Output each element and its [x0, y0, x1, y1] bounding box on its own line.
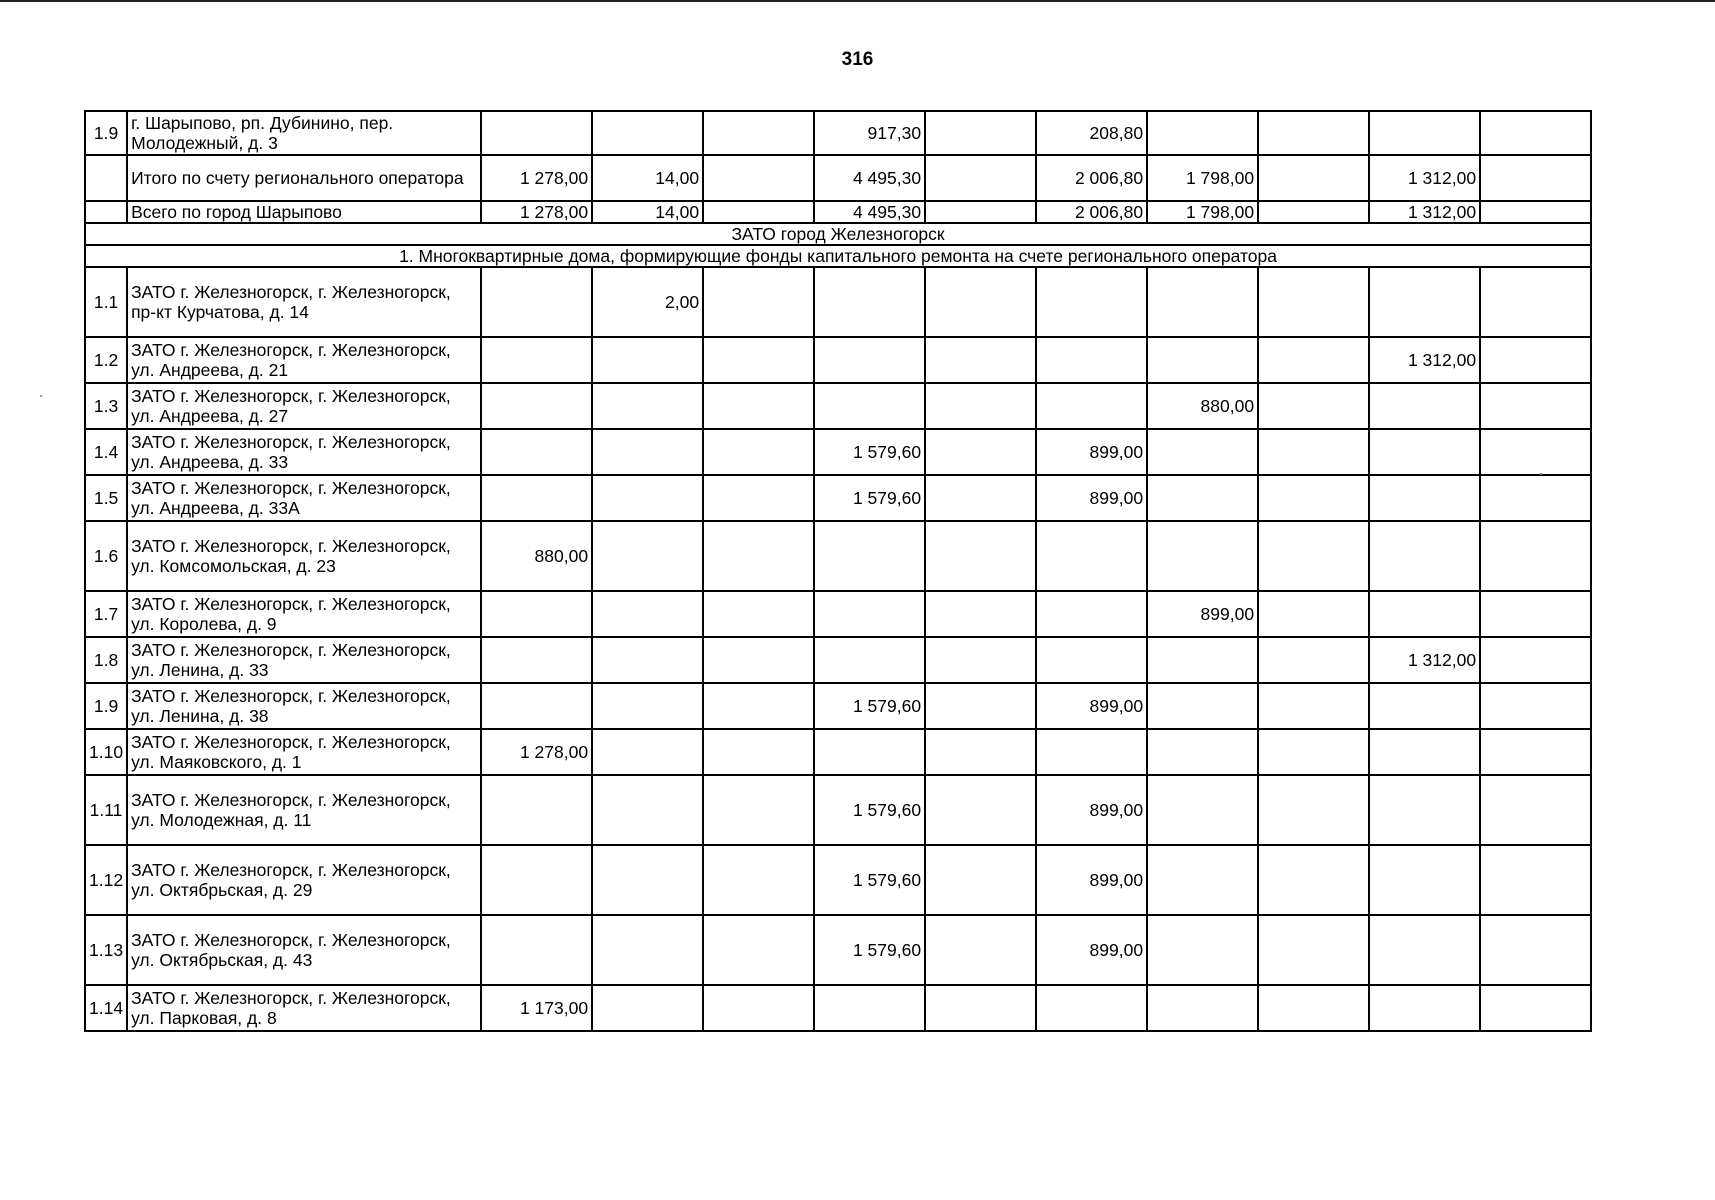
- value-cell: [925, 775, 1036, 845]
- row-number: 1.8: [85, 637, 127, 683]
- value-cell: [592, 383, 703, 429]
- address-cell: ЗАТО г. Железногорск, г. Железногорск, пр-кт Курчатова, д. 14: [127, 267, 481, 337]
- row-number: [85, 201, 127, 223]
- value-cell: [1480, 985, 1591, 1031]
- value-cell: 1 579,60: [814, 915, 925, 985]
- scan-speck: [40, 395, 42, 397]
- value-cell: [703, 475, 814, 521]
- table-body: [85, 111, 1591, 1031]
- value-cell: [1480, 683, 1591, 729]
- value-cell: [481, 267, 592, 337]
- value-cell: [1036, 637, 1147, 683]
- row-number: 1.5: [85, 475, 127, 521]
- value-cell: [814, 383, 925, 429]
- value-cell: 14,00: [592, 155, 703, 201]
- value-cell: [481, 683, 592, 729]
- table-row: [85, 775, 1591, 845]
- address-cell: ЗАТО г. Железногорск, г. Железногорск, ул. Андреева, д. 21: [127, 337, 481, 383]
- value-cell: [1369, 985, 1480, 1031]
- table-row: [85, 637, 1591, 683]
- address-cell: ЗАТО г. Железногорск, г. Железногорск, ул. Ленина, д. 38: [127, 683, 481, 729]
- value-cell: [1258, 591, 1369, 637]
- value-cell: [481, 915, 592, 985]
- row-number: [85, 155, 127, 201]
- value-cell: [1480, 845, 1591, 915]
- row-number: 1.9: [85, 683, 127, 729]
- value-cell: [1480, 201, 1591, 223]
- value-cell: [592, 637, 703, 683]
- table-row: [85, 521, 1591, 591]
- value-cell: 1 579,60: [814, 429, 925, 475]
- value-cell: 2,00: [592, 267, 703, 337]
- scan-top-border: [0, 0, 1715, 2]
- value-cell: [592, 337, 703, 383]
- value-cell: [703, 845, 814, 915]
- value-cell: [703, 111, 814, 155]
- row-number: 1.1: [85, 267, 127, 337]
- value-cell: 1 798,00: [1147, 155, 1258, 201]
- value-cell: [703, 155, 814, 201]
- row-number: 1.3: [85, 383, 127, 429]
- value-cell: [1036, 337, 1147, 383]
- value-cell: [592, 729, 703, 775]
- value-cell: [1036, 267, 1147, 337]
- table-row: [85, 383, 1591, 429]
- value-cell: [592, 591, 703, 637]
- value-cell: [592, 521, 703, 591]
- value-cell: [1147, 267, 1258, 337]
- address-cell: Всего по город Шарыпово: [127, 201, 481, 223]
- address-cell: Итого по счету регионального оператора: [127, 155, 481, 201]
- value-cell: [1369, 475, 1480, 521]
- value-cell: 1 173,00: [481, 985, 592, 1031]
- value-cell: [1258, 683, 1369, 729]
- value-cell: 1 312,00: [1369, 201, 1480, 223]
- value-cell: [1258, 637, 1369, 683]
- value-cell: [925, 637, 1036, 683]
- value-cell: [703, 201, 814, 223]
- page-number: 316: [841, 49, 874, 70]
- value-cell: [592, 429, 703, 475]
- value-cell: [925, 383, 1036, 429]
- value-cell: [1480, 429, 1591, 475]
- value-cell: 2 006,80: [1036, 201, 1147, 223]
- value-cell: [1036, 729, 1147, 775]
- value-cell: 4 495,30: [814, 155, 925, 201]
- value-cell: 1 579,60: [814, 683, 925, 729]
- row-number: 1.11: [85, 775, 127, 845]
- value-cell: [1480, 591, 1591, 637]
- value-cell: 1 278,00: [481, 155, 592, 201]
- value-cell: [481, 337, 592, 383]
- row-number: 1.4: [85, 429, 127, 475]
- row-number: 1.9: [85, 111, 127, 155]
- value-cell: [703, 915, 814, 985]
- value-cell: [1147, 521, 1258, 591]
- value-cell: [925, 155, 1036, 201]
- value-cell: [703, 637, 814, 683]
- value-cell: [814, 729, 925, 775]
- value-cell: [592, 915, 703, 985]
- value-cell: [592, 775, 703, 845]
- table-row: [85, 155, 1591, 201]
- value-cell: [703, 521, 814, 591]
- value-cell: [1147, 845, 1258, 915]
- value-cell: [925, 201, 1036, 223]
- value-cell: 899,00: [1147, 591, 1258, 637]
- value-cell: 880,00: [1147, 383, 1258, 429]
- address-cell: ЗАТО г. Железногорск, г. Железногорск, ул. Октябрьская, д. 43: [127, 915, 481, 985]
- value-cell: [1480, 915, 1591, 985]
- value-cell: [1258, 267, 1369, 337]
- value-cell: [592, 683, 703, 729]
- scan-speck: [1540, 473, 1542, 475]
- value-cell: 1 579,60: [814, 845, 925, 915]
- value-cell: 899,00: [1036, 475, 1147, 521]
- value-cell: 14,00: [592, 201, 703, 223]
- value-cell: [1480, 337, 1591, 383]
- value-cell: [1147, 475, 1258, 521]
- value-cell: [1258, 729, 1369, 775]
- value-cell: [925, 337, 1036, 383]
- row-number: 1.13: [85, 915, 127, 985]
- table-row: [85, 267, 1591, 337]
- table-row: [85, 337, 1591, 383]
- value-cell: [1036, 521, 1147, 591]
- value-cell: [481, 591, 592, 637]
- value-cell: [703, 429, 814, 475]
- value-cell: [1480, 155, 1591, 201]
- value-cell: 899,00: [1036, 915, 1147, 985]
- table-row: [85, 201, 1591, 223]
- row-number: 1.6: [85, 521, 127, 591]
- value-cell: [1258, 111, 1369, 155]
- value-cell: [925, 475, 1036, 521]
- value-cell: [481, 637, 592, 683]
- value-cell: [1480, 383, 1591, 429]
- value-cell: [1258, 475, 1369, 521]
- value-cell: 1 798,00: [1147, 201, 1258, 223]
- value-cell: [925, 985, 1036, 1031]
- value-cell: [1480, 729, 1591, 775]
- value-cell: [1147, 775, 1258, 845]
- value-cell: [1369, 591, 1480, 637]
- value-cell: [1369, 111, 1480, 155]
- value-cell: [1369, 521, 1480, 591]
- value-cell: [1036, 383, 1147, 429]
- value-cell: [1258, 337, 1369, 383]
- value-cell: [925, 591, 1036, 637]
- value-cell: [814, 637, 925, 683]
- value-cell: [1369, 267, 1480, 337]
- value-cell: 899,00: [1036, 845, 1147, 915]
- value-cell: [1258, 383, 1369, 429]
- table-row: [85, 475, 1591, 521]
- table-row: [85, 429, 1591, 475]
- value-cell: 880,00: [481, 521, 592, 591]
- value-cell: [1147, 985, 1258, 1031]
- value-cell: [481, 429, 592, 475]
- address-cell: ЗАТО г. Железногорск, г. Железногорск, ул. Ленина, д. 33: [127, 637, 481, 683]
- table-row: [85, 729, 1591, 775]
- address-cell: ЗАТО г. Железногорск, г. Железногорск, ул. Комсомольская, д. 23: [127, 521, 481, 591]
- value-cell: [1369, 775, 1480, 845]
- value-cell: [481, 845, 592, 915]
- value-cell: [1036, 985, 1147, 1031]
- value-cell: [592, 111, 703, 155]
- value-cell: 4 495,30: [814, 201, 925, 223]
- row-number: 1.12: [85, 845, 127, 915]
- value-cell: [1147, 637, 1258, 683]
- table-row: [85, 111, 1591, 155]
- value-cell: [925, 521, 1036, 591]
- value-cell: [592, 475, 703, 521]
- value-cell: [1147, 337, 1258, 383]
- value-cell: [1480, 637, 1591, 683]
- value-cell: [814, 591, 925, 637]
- value-cell: 1 312,00: [1369, 637, 1480, 683]
- city-header: ЗАТО город Железногорск: [85, 223, 1591, 245]
- value-cell: [814, 985, 925, 1031]
- value-cell: [1147, 429, 1258, 475]
- value-cell: [703, 775, 814, 845]
- value-cell: [481, 111, 592, 155]
- value-cell: [703, 337, 814, 383]
- value-cell: 899,00: [1036, 683, 1147, 729]
- address-cell: ЗАТО г. Железногорск, г. Железногорск, ул. Андреева, д. 27: [127, 383, 481, 429]
- address-cell: ЗАТО г. Железногорск, г. Железногорск, ул. Андреева, д. 33А: [127, 475, 481, 521]
- value-cell: [925, 429, 1036, 475]
- value-cell: [925, 729, 1036, 775]
- table-row: [85, 845, 1591, 915]
- row-number: 1.7: [85, 591, 127, 637]
- capital-repair-table: [84, 110, 1592, 1032]
- row-number: 1.2: [85, 337, 127, 383]
- section-header: 1. Многоквартирные дома, формирующие фонды капитального ремонта на счете регионального оператора: [85, 245, 1591, 267]
- address-cell: ЗАТО г. Железногорск, г. Железногорск, ул. Андреева, д. 33: [127, 429, 481, 475]
- value-cell: [1147, 683, 1258, 729]
- table-row: [85, 915, 1591, 985]
- address-cell: ЗАТО г. Железногорск, г. Железногорск, ул. Молодежная, д. 11: [127, 775, 481, 845]
- value-cell: [1369, 429, 1480, 475]
- table-row: [85, 591, 1591, 637]
- value-cell: [1258, 985, 1369, 1031]
- value-cell: [1258, 201, 1369, 223]
- value-cell: [1258, 155, 1369, 201]
- value-cell: [1258, 915, 1369, 985]
- value-cell: [703, 591, 814, 637]
- address-cell: ЗАТО г. Железногорск, г. Железногорск, ул. Парковая, д. 8: [127, 985, 481, 1031]
- value-cell: [703, 267, 814, 337]
- value-cell: 1 312,00: [1369, 155, 1480, 201]
- value-cell: [592, 985, 703, 1031]
- address-cell: ЗАТО г. Железногорск, г. Железногорск, ул. Маяковского, д. 1: [127, 729, 481, 775]
- value-cell: 1 278,00: [481, 729, 592, 775]
- value-cell: [1147, 111, 1258, 155]
- value-cell: [814, 521, 925, 591]
- value-cell: 208,80: [1036, 111, 1147, 155]
- value-cell: [1258, 429, 1369, 475]
- value-cell: [1036, 591, 1147, 637]
- value-cell: [703, 729, 814, 775]
- value-cell: [814, 337, 925, 383]
- value-cell: [1258, 775, 1369, 845]
- value-cell: [1369, 729, 1480, 775]
- value-cell: [1480, 775, 1591, 845]
- row-number: 1.14: [85, 985, 127, 1031]
- value-cell: [1147, 729, 1258, 775]
- address-cell: г. Шарыпово, рп. Дубинино, пер. Молодежный, д. 3: [127, 111, 481, 155]
- value-cell: [1480, 111, 1591, 155]
- value-cell: [925, 267, 1036, 337]
- value-cell: [925, 845, 1036, 915]
- value-cell: 1 579,60: [814, 475, 925, 521]
- value-cell: [1480, 521, 1591, 591]
- value-cell: [814, 267, 925, 337]
- value-cell: [481, 383, 592, 429]
- row-number: 1.10: [85, 729, 127, 775]
- value-cell: 2 006,80: [1036, 155, 1147, 201]
- address-cell: ЗАТО г. Железногорск, г. Железногорск, ул. Королева, д. 9: [127, 591, 481, 637]
- value-cell: [703, 683, 814, 729]
- value-cell: [1480, 267, 1591, 337]
- value-cell: [592, 845, 703, 915]
- value-cell: [703, 383, 814, 429]
- value-cell: 1 278,00: [481, 201, 592, 223]
- city-header-row: [85, 223, 1591, 245]
- value-cell: [1369, 845, 1480, 915]
- value-cell: 1 579,60: [814, 775, 925, 845]
- table-row: [85, 985, 1591, 1031]
- value-cell: 899,00: [1036, 775, 1147, 845]
- value-cell: [1258, 521, 1369, 591]
- value-cell: [1147, 915, 1258, 985]
- value-cell: [1369, 683, 1480, 729]
- section-header-row: [85, 245, 1591, 267]
- value-cell: [1369, 383, 1480, 429]
- value-cell: [925, 915, 1036, 985]
- value-cell: [481, 775, 592, 845]
- value-cell: 899,00: [1036, 429, 1147, 475]
- value-cell: [481, 475, 592, 521]
- value-cell: [925, 111, 1036, 155]
- table-row: [85, 683, 1591, 729]
- value-cell: 1 312,00: [1369, 337, 1480, 383]
- value-cell: [925, 683, 1036, 729]
- value-cell: [1258, 845, 1369, 915]
- address-cell: ЗАТО г. Железногорск, г. Железногорск, ул. Октябрьская, д. 29: [127, 845, 481, 915]
- value-cell: 917,30: [814, 111, 925, 155]
- value-cell: [1480, 475, 1591, 521]
- value-cell: [1369, 915, 1480, 985]
- value-cell: [703, 985, 814, 1031]
